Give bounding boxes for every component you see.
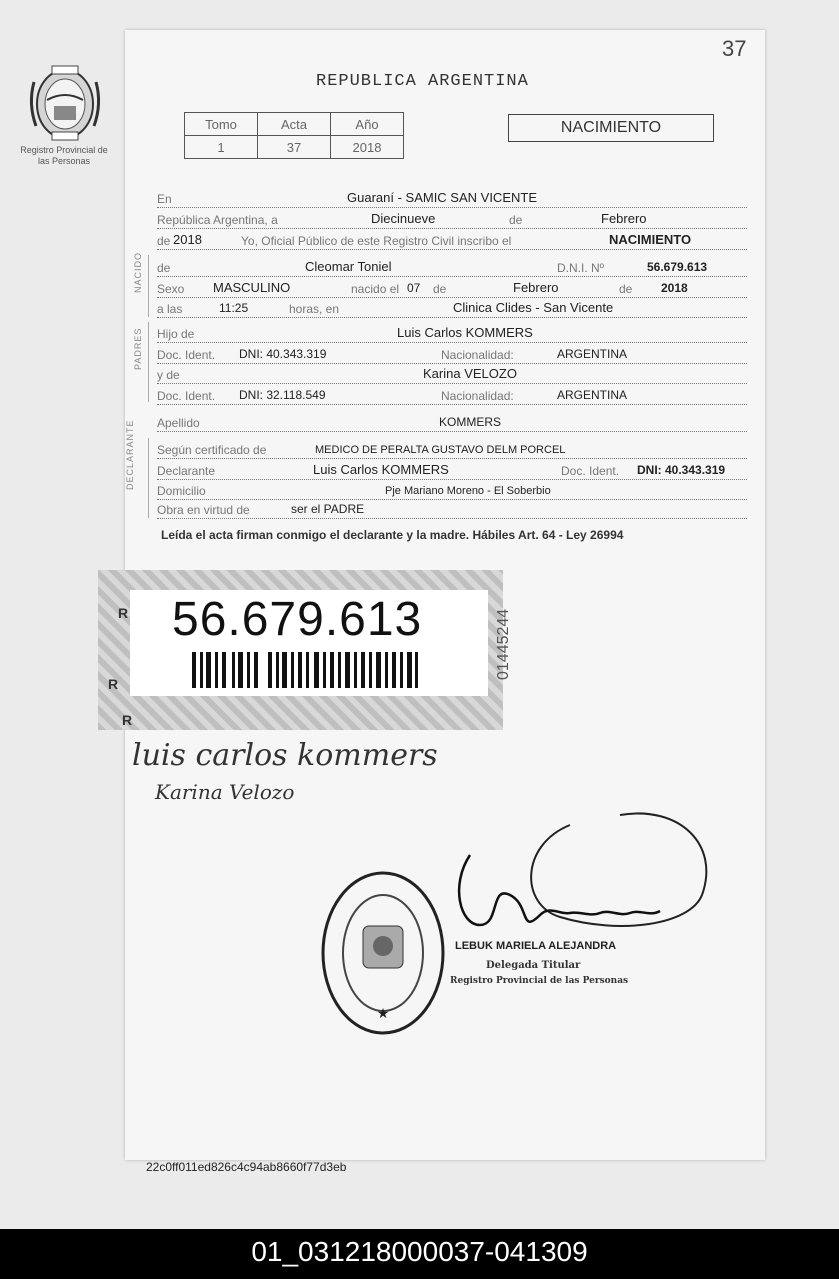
sticker-letter-mid: R (108, 676, 119, 692)
label-hijo: Hijo de (157, 327, 195, 341)
page-number: 37 (722, 36, 747, 61)
section-padres: PADRES (133, 327, 143, 370)
row-en (157, 189, 747, 208)
label-apellido: Apellido (157, 416, 200, 430)
label-de2: de (619, 282, 633, 296)
label-oficial: Yo, Oficial Público de este Registro Civil inscribo el (241, 234, 512, 248)
row-declarante (157, 461, 747, 480)
value-en: Guaraní - SAMIC SAN VICENTE (347, 190, 537, 205)
label-de-nacido: de (157, 261, 171, 275)
official-stamp-icon (318, 868, 448, 1038)
label-nacido-el: nacido el (351, 282, 400, 296)
value-domicilio: Pje Mariano Moreno - El Soberbio (385, 485, 551, 497)
value-day: Diecinueve (371, 211, 436, 226)
document-title: REPUBLICA ARGENTINA (316, 72, 529, 91)
sticker-letter-bottom: R (122, 712, 133, 728)
value-acta: 37 (258, 136, 331, 159)
value-nacido-name: Cleomar Toniel (305, 259, 392, 274)
label-nacionalidad: Nacionalidad: (441, 348, 514, 362)
label-doc: Doc. Ident. (157, 348, 216, 362)
header-tomo: Tomo (185, 113, 258, 136)
province-logo (22, 60, 108, 149)
official-signature-icon (440, 805, 720, 950)
value-declarante: Luis Carlos KOMMERS (313, 462, 449, 477)
value-tomo: 1 (185, 136, 258, 159)
value-father-nat: ARGENTINA (557, 347, 628, 361)
sticker-serial: 01445244 (495, 608, 512, 680)
value-dni: 56.679.613 (647, 260, 708, 274)
row-republica (157, 210, 747, 229)
row-a-las (157, 299, 747, 318)
logo-caption: Registro Provincial de las Personas (20, 145, 108, 166)
row-year (157, 231, 747, 250)
barcode-icon (192, 652, 418, 688)
row-y-de (157, 365, 747, 384)
value-time: 11:25 (219, 301, 249, 315)
svg-text:★: ★ (376, 1005, 390, 1021)
document-hash: 22c0ff011ed826c4c94ab8660f77d3eb (146, 1160, 347, 1174)
section-nacido: NACIDO (133, 251, 143, 293)
act-type-box: NACIMIENTO (508, 114, 714, 142)
row-father-doc (157, 345, 747, 364)
label-nacionalidad-mother: Nacionalidad: (441, 389, 514, 403)
coat-of-arms-icon (22, 60, 108, 144)
section-declarante: DECLARANTE (125, 419, 135, 490)
row-nacido-name (157, 258, 747, 277)
row-obra (157, 500, 747, 519)
label-y-de: y de (157, 368, 180, 382)
value-inscribo: NACIMIENTO (609, 232, 692, 247)
value-father-doc: DNI: 40.343.319 (239, 347, 327, 361)
label-de: de (509, 213, 523, 227)
label-certificado: Según certificado de (157, 443, 267, 457)
label-declarante: Declarante (157, 464, 216, 478)
legal-text: Leída el acta firman conmigo el declarante y la madre. Hábiles Art. 64 - Ley 26994 (161, 528, 624, 542)
label-sexo: Sexo (157, 282, 185, 296)
label-en: En (157, 192, 172, 206)
mother-signature: Karina Velozo (155, 780, 295, 804)
value-mother-nat: ARGENTINA (557, 388, 628, 402)
row-apellido (157, 413, 747, 432)
label-dni: D.N.I. Nº (557, 261, 605, 275)
footer-id: 01_031218000037-041309 (0, 1229, 839, 1279)
value-birth-month: Febrero (513, 280, 559, 295)
value-obra: ser el PADRE (291, 502, 365, 516)
value-mother-doc: DNI: 32.118.549 (239, 388, 326, 402)
value-anio: 2018 (331, 136, 404, 159)
label-doc-mother: Doc. Ident. (157, 389, 216, 403)
label-republica: República Argentina, a (157, 213, 278, 227)
official-name: LEBUK MARIELA ALEJANDRA (455, 940, 617, 952)
label-doc-declarante: Doc. Ident. (561, 464, 620, 478)
sticker-number: 56.679.613 (172, 593, 423, 646)
value-mother: Karina VELOZO (423, 366, 517, 381)
header-acta: Acta (258, 113, 331, 136)
row-sexo (157, 279, 747, 298)
value-birth-day: 07 (407, 281, 421, 295)
registry-table (184, 112, 404, 159)
row-certificado (157, 440, 747, 459)
label-de1: de (433, 282, 447, 296)
official-title: Delegada Titular (486, 960, 581, 971)
label-de-year: de (157, 234, 171, 248)
value-declarante-doc: DNI: 40.343.319 (637, 463, 726, 477)
row-mother-doc (157, 386, 747, 405)
value-year: 2018 (173, 232, 202, 247)
row-hijo (157, 324, 747, 343)
label-a-las: a las (157, 302, 183, 316)
value-month: Febrero (601, 211, 647, 226)
value-birth-year: 2018 (661, 281, 688, 295)
value-place: Clinica Clides - San Vicente (453, 300, 614, 315)
official-org: Registro Provincial de las Personas (450, 976, 629, 986)
row-domicilio (157, 481, 747, 500)
label-domicilio: Domicilio (157, 484, 206, 498)
label-horas: horas, en (289, 302, 340, 316)
father-signature: luis carlos kommers (132, 738, 438, 773)
value-apellido: KOMMERS (439, 415, 502, 429)
sticker-letter-top: R (118, 605, 129, 621)
header-anio: Año (331, 113, 404, 136)
value-certificado: MEDICO DE PERALTA GUSTAVO DELM PORCEL (315, 444, 566, 456)
label-obra: Obra en virtud de (157, 503, 250, 517)
value-father: Luis Carlos KOMMERS (397, 325, 533, 340)
value-sexo: MASCULINO (213, 280, 291, 295)
